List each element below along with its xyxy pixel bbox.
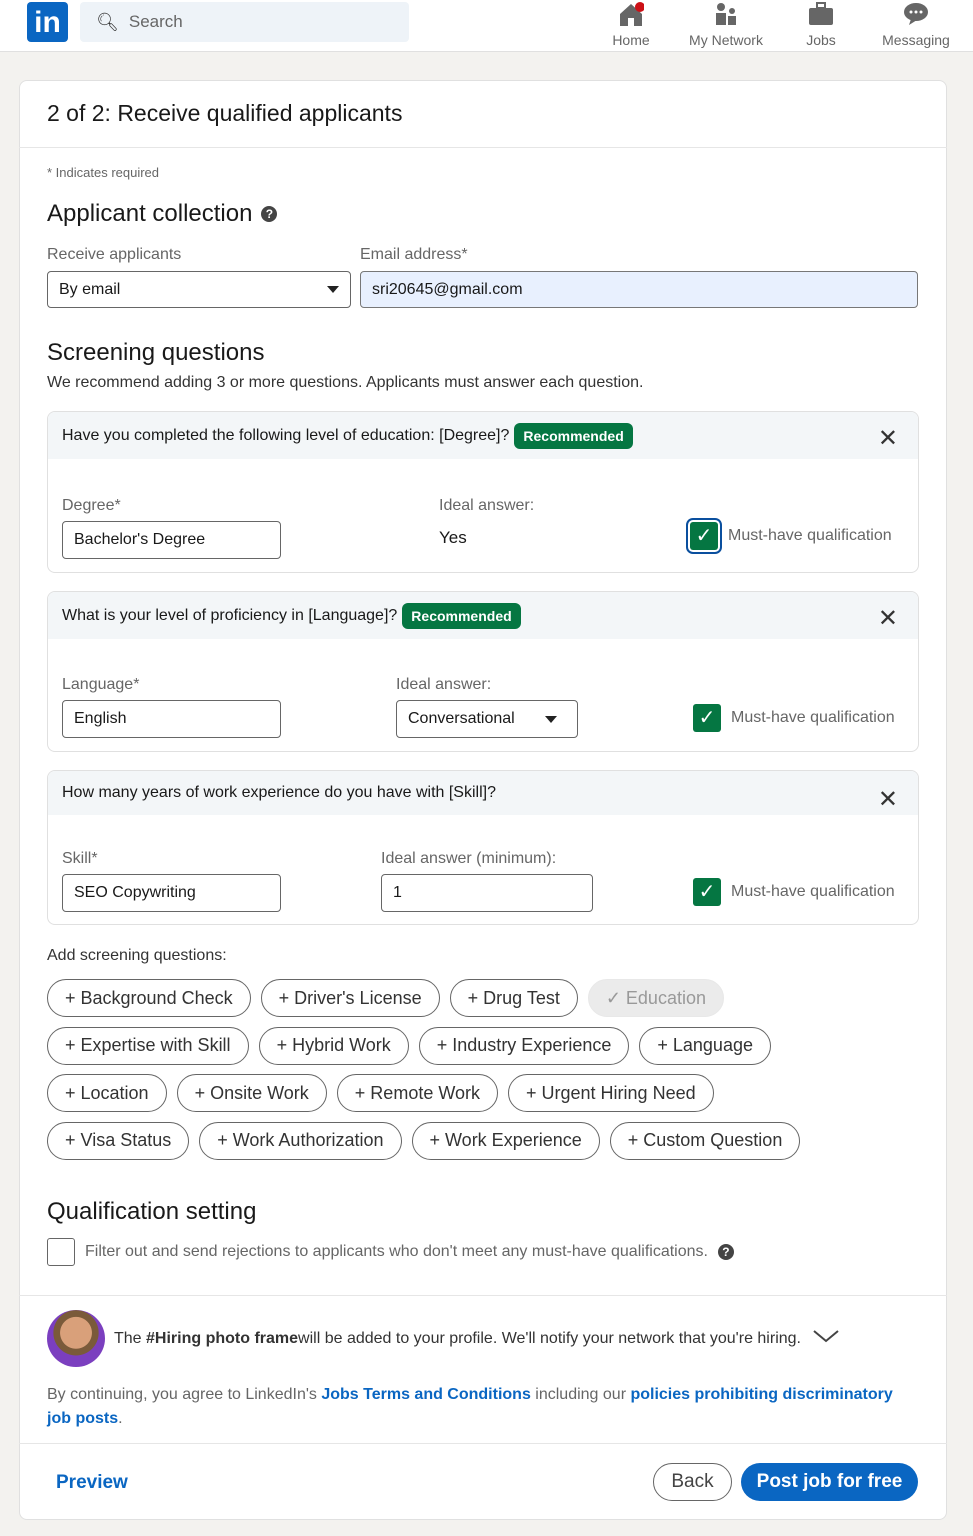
add-industry-experience-button[interactable]: + Industry Experience: [419, 1027, 630, 1065]
add-location-button[interactable]: + Location: [47, 1074, 167, 1112]
ideal-label: Ideal answer (minimum):: [381, 850, 557, 867]
field-value: English: [74, 710, 127, 727]
recommended-badge: Recommended: [402, 603, 520, 629]
add-urgent-hiring-button[interactable]: + Urgent Hiring Need: [508, 1074, 714, 1112]
search-icon: 🔍︎: [96, 11, 119, 32]
email-input[interactable]: [360, 271, 918, 308]
terms-text-part: .: [118, 1410, 123, 1427]
education-added-button: ✓ Education: [588, 979, 724, 1017]
screening-subtitle: We recommend adding 3 or more questions. Applicants must answer each question.: [47, 374, 644, 391]
ideal-answer-select[interactable]: [396, 700, 578, 738]
question-header: [48, 412, 918, 459]
ideal-label: Ideal answer:: [439, 497, 535, 514]
terms-text-part: By continuing, you agree to LinkedIn's: [47, 1386, 322, 1403]
help-icon[interactable]: ?: [261, 206, 277, 222]
question-header: [48, 592, 918, 639]
recommended-badge: Recommended: [514, 423, 632, 449]
degree-input[interactable]: [62, 521, 281, 559]
add-drivers-license-button[interactable]: + Driver's License: [261, 979, 440, 1017]
field-value: Bachelor's Degree: [74, 531, 206, 548]
add-custom-question-button[interactable]: + Custom Question: [610, 1122, 801, 1160]
applicant-collection-heading: [47, 200, 277, 228]
messaging-icon: [903, 2, 929, 26]
question-text: Have you completed the following level of education: [Degree]?: [62, 426, 510, 444]
add-visa-status-button[interactable]: + Visa Status: [47, 1122, 189, 1160]
terms-text: [47, 1383, 907, 1431]
help-icon[interactable]: ?: [718, 1244, 734, 1260]
email-value: sri20645@gmail.com: [372, 280, 523, 298]
question-pills: [47, 979, 917, 1160]
add-onsite-work-button[interactable]: + Onsite Work: [177, 1074, 327, 1112]
email-label: Email address*: [360, 246, 468, 263]
field-value: SEO Copywriting: [74, 884, 196, 901]
post-job-button[interactable]: Post job for free: [741, 1463, 918, 1501]
screening-question-education: [47, 411, 919, 573]
question-text: What is your level of proficiency in [Language]?: [62, 606, 398, 624]
filter-checkbox-row: [47, 1238, 734, 1266]
page-title: 2 of 2: Receive qualified applicants: [47, 100, 403, 126]
nav-my-network[interactable]: [681, 0, 771, 50]
search-placeholder: Search: [128, 12, 183, 31]
close-icon[interactable]: ✕: [877, 425, 898, 452]
select-value: Conversational: [408, 710, 515, 727]
jobs-icon: [808, 2, 834, 26]
notice-text: The: [114, 1329, 147, 1347]
add-drug-test-button[interactable]: + Drug Test: [450, 979, 578, 1017]
screening-heading: Screening questions: [47, 339, 265, 366]
field-label: Degree*: [62, 497, 121, 514]
filter-label: Filter out and send rejections to applicants who don't meet any must-have qualifications.: [85, 1243, 708, 1260]
required-note: * Indicates required: [47, 165, 160, 180]
hiring-frame-notice: [114, 1329, 839, 1348]
home-icon: [618, 2, 644, 26]
notice-text: will be added to your profile. We'll notify your network that you're hiring.: [298, 1329, 801, 1347]
ideal-value: Yes: [439, 528, 467, 547]
back-button[interactable]: Back: [653, 1463, 732, 1501]
add-work-authorization-button[interactable]: + Work Authorization: [199, 1122, 401, 1160]
close-icon[interactable]: ✕: [877, 786, 898, 813]
checkbox-checked-icon: ✓: [693, 704, 721, 732]
filter-checkbox[interactable]: [47, 1238, 75, 1266]
avatar: [47, 1310, 105, 1367]
search-input[interactable]: [80, 2, 409, 42]
field-value: 1: [393, 884, 402, 901]
close-icon[interactable]: ✕: [877, 605, 898, 632]
nav-label: My Network: [689, 32, 763, 48]
nav-label: Messaging: [882, 32, 950, 48]
add-hybrid-work-button[interactable]: + Hybrid Work: [259, 1027, 409, 1065]
nav-messaging[interactable]: [871, 0, 961, 50]
ideal-label: Ideal answer:: [396, 676, 492, 693]
field-label: Language*: [62, 676, 140, 693]
select-value: By email: [59, 280, 121, 298]
checkbox-checked-icon: ✓: [693, 878, 721, 906]
caret-down-icon: [327, 286, 339, 293]
add-remote-work-button[interactable]: + Remote Work: [337, 1074, 498, 1112]
must-have-label: Must-have qualification: [731, 709, 895, 726]
notice-bold: #Hiring photo frame: [146, 1329, 299, 1347]
divider: [19, 1295, 947, 1296]
question-text: How many years of work experience do you have with [Skill]?: [62, 784, 496, 801]
chevron-down-icon[interactable]: [813, 1329, 839, 1348]
screening-question-language: [47, 591, 919, 752]
nav-label: Jobs: [806, 32, 836, 48]
network-icon: [713, 2, 739, 26]
heading-text: Applicant collection: [47, 200, 253, 227]
linkedin-logo[interactable]: in: [27, 2, 68, 42]
add-expertise-button[interactable]: + Expertise with Skill: [47, 1027, 249, 1065]
must-have-label: Must-have qualification: [731, 883, 895, 900]
qualification-heading: Qualification setting: [47, 1198, 257, 1225]
question-header: [48, 771, 918, 815]
nav-jobs[interactable]: [776, 0, 866, 50]
add-questions-label: Add screening questions:: [47, 947, 227, 964]
years-input[interactable]: [381, 874, 593, 912]
nav-label: Home: [612, 32, 650, 48]
nav-home[interactable]: [586, 0, 676, 50]
top-nav: [0, 0, 973, 52]
checkbox-checked-icon: ✓: [690, 522, 718, 550]
field-label: Skill*: [62, 850, 98, 867]
policies-link[interactable]: policies prohibiting discriminatory job posts: [47, 1386, 893, 1427]
caret-down-icon: [545, 716, 557, 723]
must-have-checkbox[interactable]: [693, 704, 895, 732]
divider: [19, 147, 947, 148]
must-have-checkbox[interactable]: [693, 878, 895, 906]
divider: [19, 1443, 947, 1444]
terms-text-part: including our: [530, 1386, 631, 1403]
must-have-label: Must-have qualification: [728, 527, 892, 544]
add-background-check-button[interactable]: + Background Check: [47, 979, 251, 1017]
add-work-experience-button[interactable]: + Work Experience: [412, 1122, 600, 1160]
add-language-button[interactable]: + Language: [639, 1027, 771, 1065]
receive-applicants-select[interactable]: [47, 271, 351, 308]
language-input[interactable]: [62, 700, 281, 738]
preview-link[interactable]: Preview: [56, 1472, 128, 1493]
jobs-terms-link[interactable]: Jobs Terms and Conditions: [321, 1386, 531, 1403]
receive-applicants-label: Receive applicants: [47, 246, 182, 263]
screening-question-skill: [47, 770, 919, 925]
must-have-checkbox[interactable]: [690, 522, 892, 550]
skill-input[interactable]: [62, 874, 281, 912]
